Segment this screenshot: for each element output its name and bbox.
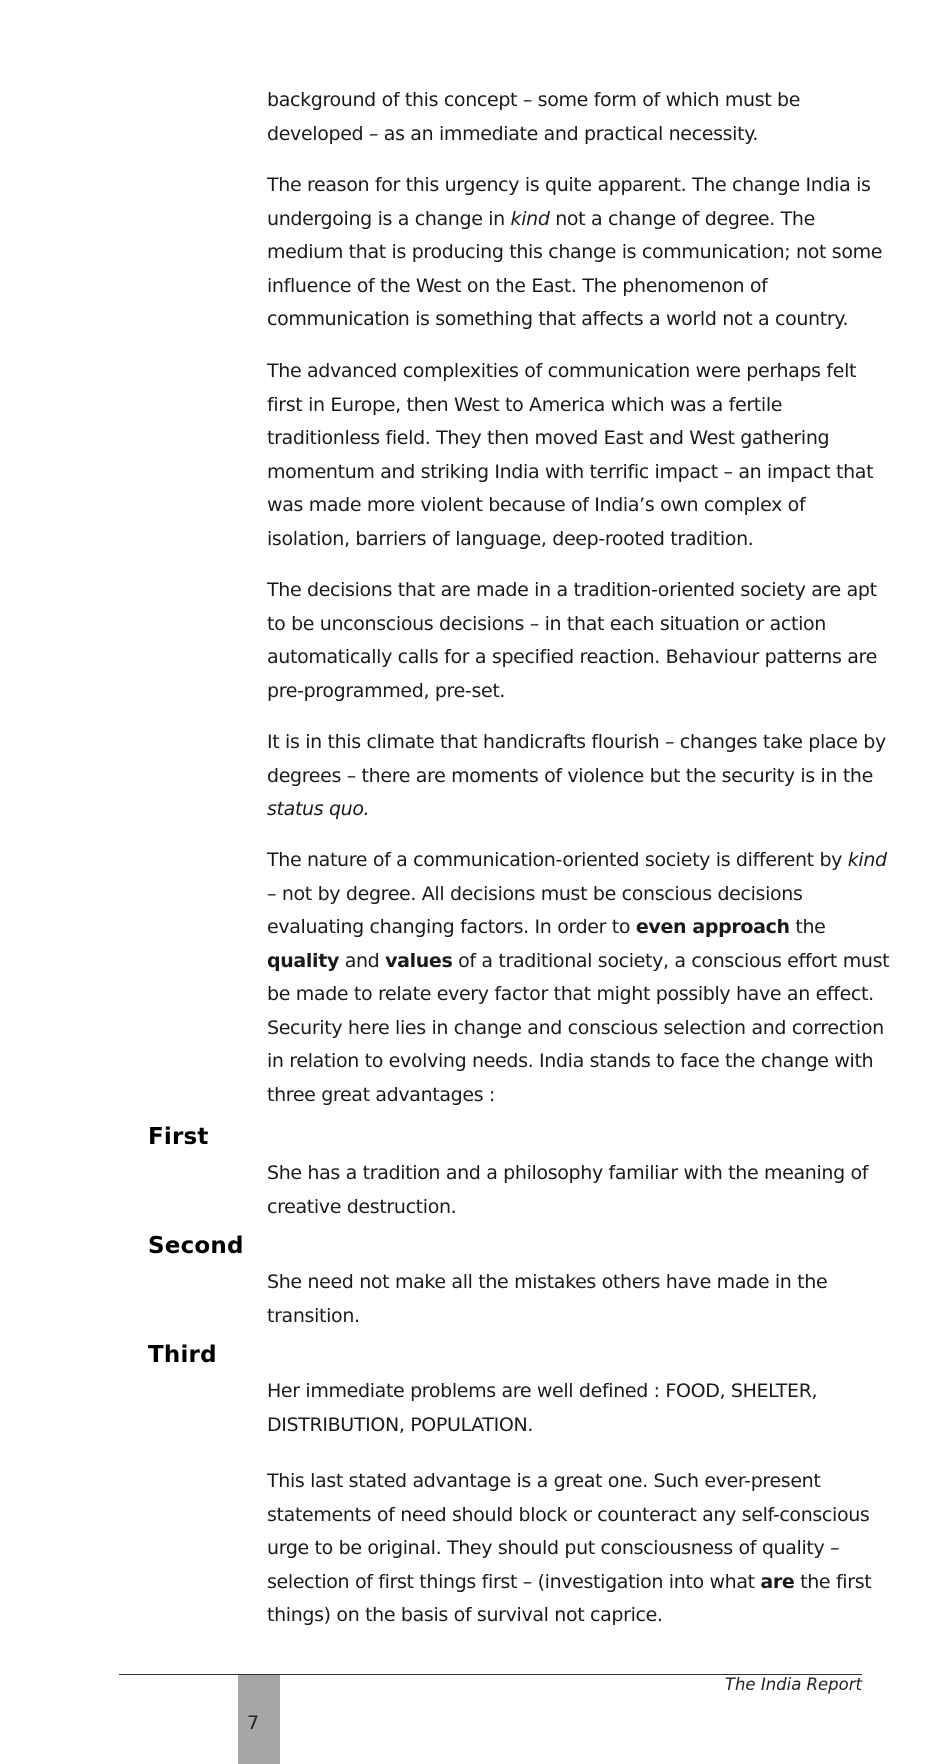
paragraph-communication-society: The nature of a communication-oriented society is different by kind – not by degree. All decisions must be conscious decisions evaluating changing factors. In order to even approach the quality and values of a traditional society, a conscious effort must be made to relate every factor that might possibly have an effect. Security here lies in change and conscious selection and correction in relation to evolving needs. India stands to face the change with three great advantages : [267, 849, 890, 1106]
paragraph-second-advantage: She need not make all the mistakes others have made in the transition. [267, 1271, 828, 1327]
paragraph-last-advantage: This last stated advantage is a great one. Such ever-present statements of need should block or counteract any self-conscious urge to be original. They should put consciousness of quality – selection of first things first – (investigation into what are the first things) on the basis of survival not caprice. [267, 1470, 872, 1626]
heading-first: First [148, 1124, 209, 1150]
running-title: The India Report [724, 1675, 862, 1694]
paragraph-third-advantage: Her immediate problems are well defined : FOOD, SHELTER, DISTRIBUTION, POPULATION. [267, 1380, 818, 1436]
heading-second: Second [148, 1233, 244, 1259]
heading-third: Third [148, 1342, 217, 1368]
paragraph-tradition-decisions: The decisions that are made in a tradition-oriented society are apt to be unconscious decisions – in that each situation or action automatically calls for a specified reaction. Behaviour patterns are pre-programmed, pre-set. [267, 579, 877, 702]
page-number: 7 [247, 1712, 260, 1734]
paragraph-urgency: The reason for this urgency is quite apparent. The change India is undergoing is a change in kind not a change of degree. The medium that is producing this change is communication; not some influence of the West on the East. The phenomenon of communication is something that affects a world not a country. [267, 174, 883, 330]
paragraph-handicrafts: It is in this climate that handicrafts flourish – changes take place by degrees – there are moments of violence but the security is in the status quo. [267, 731, 886, 820]
paragraph-concept-background: background of this concept – some form of which must be developed – as an immediate and practical necessity. [267, 89, 801, 145]
paragraph-complexities: The advanced complexities of communication were perhaps felt first in Europe, then West to America which was a fertile traditionless field. They then moved East and West gathering momentum and striking India with terrific impact – an impact that was made more violent because of India’s own complex of isolation, barriers of language, deep-rooted tradition. [267, 360, 874, 550]
paragraph-first-advantage: She has a tradition and a philosophy familiar with the meaning of creative destruction. [267, 1162, 869, 1218]
